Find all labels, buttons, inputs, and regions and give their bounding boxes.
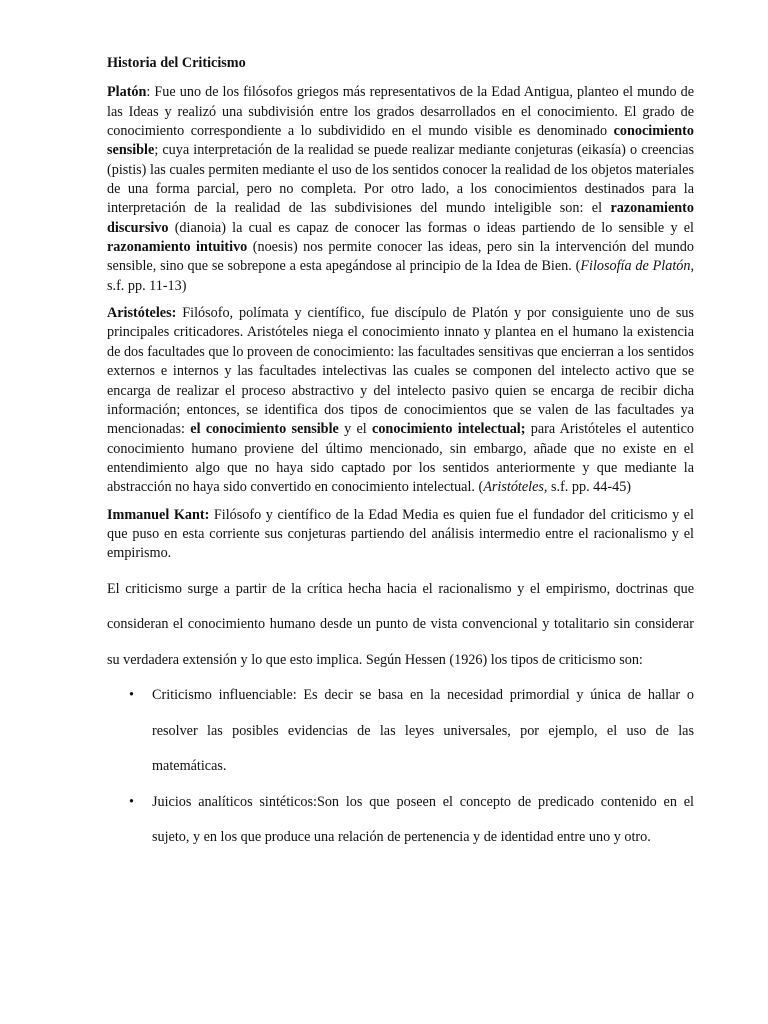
paragraph-kant (107, 506, 694, 564)
platon-term-razonamiento-discursivo: razonamiento discursivo (107, 200, 694, 236)
bullet-icon: • (129, 793, 134, 810)
kant-text-1: Filósofo y científico de la Edad Media es quien fue el fundador del criticismo y el que puso en esta corriente sus conjeturas partiendo del análisis intermedio entre el racionalismo y el empirismo. (107, 506, 694, 562)
list-item (107, 785, 694, 856)
document-page (107, 54, 694, 856)
aristoteles-term-conocimiento-intelectual: conocimiento intelectual; (372, 421, 526, 438)
aristoteles-text-4: s.f. pp. 44-45) (547, 479, 632, 496)
kant-name: Immanuel Kant: (107, 506, 210, 523)
paragraph-platon (107, 83, 694, 296)
platon-text-4: (noesis) nos permite conocer las ideas, pero sin la intervención del mundo sensible, sino que se sobrepone a esta apegándose al principio de la Idea de Bien. ( (107, 239, 694, 275)
aristoteles-name: Aristóteles: (107, 305, 177, 322)
platon-text-3: (dianoia) la cual es capaz de conocer las formas o ideas partiendo de lo sensible y el (168, 219, 694, 236)
bullet-icon: • (129, 687, 134, 704)
list-item (107, 678, 694, 785)
aristoteles-text-1: Filósofo, polímata y científico, fue discípulo de Platón y por consiguiente uno de sus principales criticadores. Aristóteles niega el conocimiento innato y plantea en el humano la existencia de dos facultades que lo proveen de conocimiento: las facultades sensitivas que encierran a los sentidos externos e internos y las facultades intelectivas las cuales se componen del intelecto activo que se encarga de realizar el proceso abstractivo y del intelecto pasivo quien se encarga de recibir dicha información; entonces, se identifica dos tipos de conocimientos que se valen de las facultades ya mencionadas: (107, 305, 694, 438)
list-item-text: Juicios analíticos sintéticos:Son los que poseen el concepto de predicado contenido en el sujeto, y en los que produce una relación de pertenencia y de identidad entre uno y otro. (152, 793, 694, 846)
platon-text-1: : Fue uno de los filósofos griegos más representativos de la Edad Antigua, planteo el mundo de las Ideas y realizó una subdivisión entre los grados desarrollados en el conocimiento. El grado de conocimiento correspondiente a lo subdividido en el mundo visible es denominado (107, 84, 694, 140)
paragraph-criticismo: El criticismo surge a partir de la crítica hecha hacia el racionalismo y el empirismo, doctrinas que consideran el conocimiento humano desde un punto de vista convencional y totalitario sin considerar su verdadera extensión y lo que esto implica. Según Hessen (1926) los tipos de criticismo son: (107, 580, 694, 668)
aristoteles-citation: Aristóteles, (483, 479, 548, 496)
platon-text-5: s.f. pp. 11-13) (107, 277, 187, 294)
list-item-text: Criticismo influenciable: Es decir se basa en la necesidad primordial y única de hallar o resolver las posibles evidencias de las leyes universales, por ejemplo, el uso de las matemáticas. (152, 687, 694, 775)
aristoteles-text-2: y el (338, 421, 373, 438)
document-title: Historia del Criticismo (107, 55, 246, 71)
aristoteles-text-3: para Aristóteles el autentico conocimiento humano proviene del último mencionado, sin embargo, añade que no existe en el entendimiento algo que no haya sido captado por los sentidos anteriormente y que mediante la abstracción no haya sido convertido en conocimiento intelectual. ( (107, 421, 694, 496)
paragraph-aristoteles (107, 304, 694, 497)
criticism-types-list (107, 678, 694, 856)
platon-citation: Filosofía de Platón, (580, 258, 694, 275)
platon-text-2: ; cuya interpretación de la realidad se puede realizar mediante conjeturas (eikasía) o creencias (pistis) las cuales permiten mediante el uso de los sentidos conocer la realidad de los objetos materiales de una forma parcial, pero no completa. Por otro lado, a los conocimientos destinados para la interpretación de la realidad de las subdivisiones del mundo inteligible son: el (107, 142, 694, 217)
aristoteles-term-conocimiento-sensible: el conocimiento sensible (190, 421, 339, 438)
platon-name: Platón (107, 84, 147, 101)
platon-term-razonamiento-intuitivo: razonamiento intuitivo (107, 239, 248, 256)
platon-term-conocimiento-sensible: conocimiento sensible (107, 123, 694, 159)
